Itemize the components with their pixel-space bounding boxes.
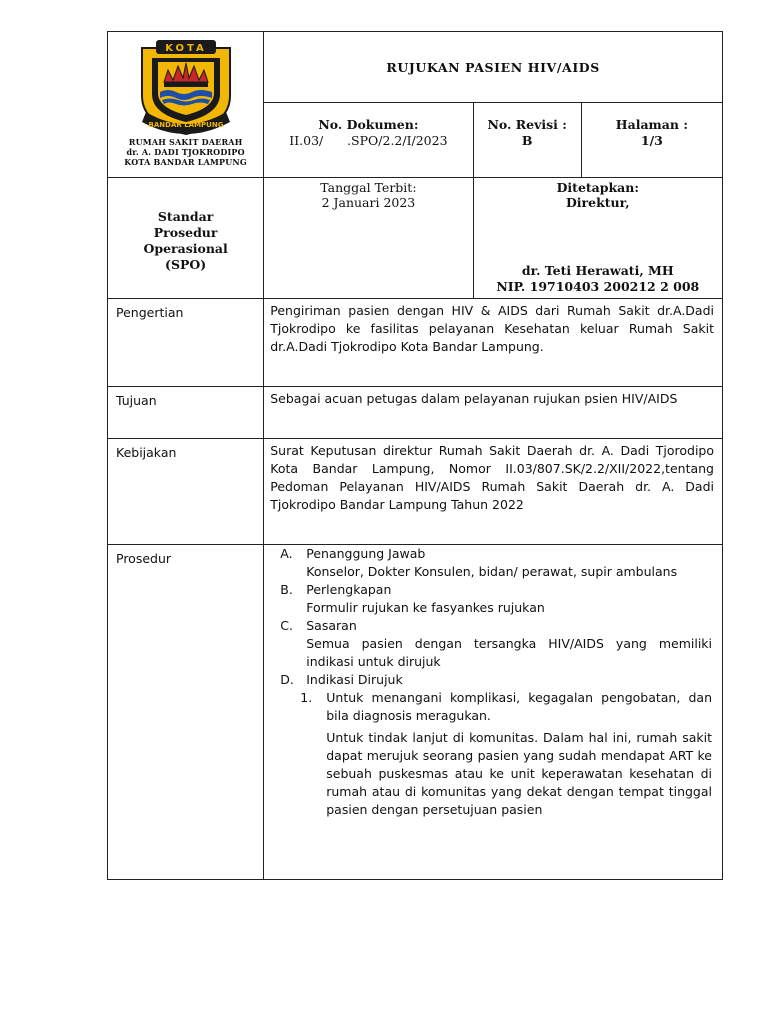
hospital-line-2: dr. A. DADI TJOKRODIPO bbox=[126, 147, 245, 157]
revision-label: No. Revisi : bbox=[487, 117, 567, 133]
document-title: RUJUKAN PASIEN HIV/AIDS bbox=[264, 32, 723, 103]
document-number-label: No. Dokumen: bbox=[318, 117, 419, 133]
tujuan-label: Tujuan bbox=[108, 387, 264, 439]
prosedur-item-d bbox=[264, 671, 712, 689]
issue-date-value: 2 Januari 2023 bbox=[321, 195, 416, 210]
page-value: 1/3 bbox=[640, 133, 663, 149]
document-number-value: II.03/ .SPO/2.2/I/2023 bbox=[289, 133, 448, 149]
prosedur-item-a bbox=[264, 545, 712, 563]
pengertian-text: Pengiriman pasien dengan HIV & AIDS dari Rumah Sakit dr.A.Dadi Tjokrodipo ke fasilitas pelayanan Kesehatan keluar Rumah Sakit dr.A.Dadi Tjokrodipo Kota Bandar Lampung. bbox=[264, 299, 723, 387]
hospital-line-1: RUMAH SAKIT DAERAH bbox=[128, 137, 243, 147]
item-b-text: Formulir rujukan ke fasyankes rujukan bbox=[306, 600, 545, 615]
hospital-identity-cell bbox=[108, 32, 264, 178]
item-c-text: Semua pasien dengan tersangka HIV/AIDS yang memiliki indikasi untuk dirujuk bbox=[306, 636, 712, 669]
logo-bottom-text: BANDAR LAMPUNG bbox=[148, 121, 224, 129]
item-b-title: Perlengkapan bbox=[306, 582, 392, 597]
director-nip: NIP. 19710403 200212 2 008 bbox=[496, 279, 700, 294]
approval-cell bbox=[473, 178, 722, 299]
item-d-marker: D. bbox=[280, 672, 294, 687]
prosedur-item-b bbox=[264, 581, 712, 599]
hospital-name bbox=[108, 137, 263, 167]
item-d-1-text: Untuk menangani komplikasi, kegagalan pengobatan, dan bila diagnosis meragukan. bbox=[326, 690, 712, 723]
approval-signatory bbox=[474, 263, 722, 295]
spo-line-1: Standar bbox=[157, 209, 214, 224]
issue-date-label: Tanggal Terbit: bbox=[320, 180, 417, 195]
prosedur-item-c bbox=[264, 617, 712, 635]
item-a-title: Penanggung Jawab bbox=[306, 546, 426, 561]
item-d-1 bbox=[264, 689, 712, 725]
spo-table bbox=[107, 31, 723, 880]
pengertian-label: Pengertian bbox=[108, 299, 264, 387]
item-c-title: Sasaran bbox=[306, 618, 357, 633]
bandar-lampung-logo bbox=[136, 36, 236, 136]
issue-date-cell bbox=[264, 178, 473, 299]
spo-line-3: Operasional bbox=[143, 241, 228, 256]
page-cell bbox=[581, 103, 722, 178]
spo-label-cell bbox=[108, 178, 264, 299]
item-a-marker: A. bbox=[280, 546, 293, 561]
item-d-paragraph: Untuk tindak lanjut di komunitas. Dalam hal ini, rumah sakit dapat merujuk seorang pasien yang sudah mendapat ART ke sebuah puskesmas atau ke unit keperawatan kesehatan di rumah atau di komunitas yang dekat dengan tempat tinggal pasien dengan persetujuan pasien bbox=[326, 730, 712, 817]
prosedur-content bbox=[264, 545, 723, 880]
item-c-marker: C. bbox=[280, 618, 293, 633]
spo-line-2: Prosedur bbox=[153, 225, 218, 240]
document-number-cell bbox=[264, 103, 473, 178]
spo-line-4: (SPO) bbox=[165, 257, 207, 272]
item-d-1-marker: 1. bbox=[300, 690, 313, 705]
item-d-title: Indikasi Dirujuk bbox=[306, 672, 403, 687]
revision-value: B bbox=[521, 133, 533, 149]
approval-role: Direktur, bbox=[565, 195, 630, 210]
director-name: dr. Teti Herawati, MH bbox=[521, 263, 674, 278]
approval-label: Ditetapkan: bbox=[556, 180, 639, 195]
logo-top-text: KOTA bbox=[164, 43, 207, 54]
page-label: Halaman : bbox=[615, 117, 688, 133]
hospital-line-3: KOTA BANDAR LAMPUNG bbox=[124, 157, 247, 167]
spo-document bbox=[107, 31, 723, 881]
revision-cell bbox=[473, 103, 581, 178]
tujuan-text: Sebagai acuan petugas dalam pelayanan rujukan psien HIV/AIDS bbox=[264, 387, 723, 439]
item-a-text: Konselor, Dokter Konsulen, bidan/ perawat, supir ambulans bbox=[306, 564, 678, 579]
kebijakan-label: Kebijakan bbox=[108, 439, 264, 545]
prosedur-label: Prosedur bbox=[108, 545, 264, 880]
item-b-marker: B. bbox=[280, 582, 293, 597]
kebijakan-text: Surat Keputusan direktur Rumah Sakit Daerah dr. A. Dadi Tjorodipo Kota Bandar Lampung, Nomor II.03/807.SK/2.2/XII/2022,tentang Pedoman Pelayanan HIV/AIDS Rumah Sakit Daerah dr. A. Dadi Tjokrodipo Bandar Lampung Tahun 2022 bbox=[264, 439, 723, 545]
